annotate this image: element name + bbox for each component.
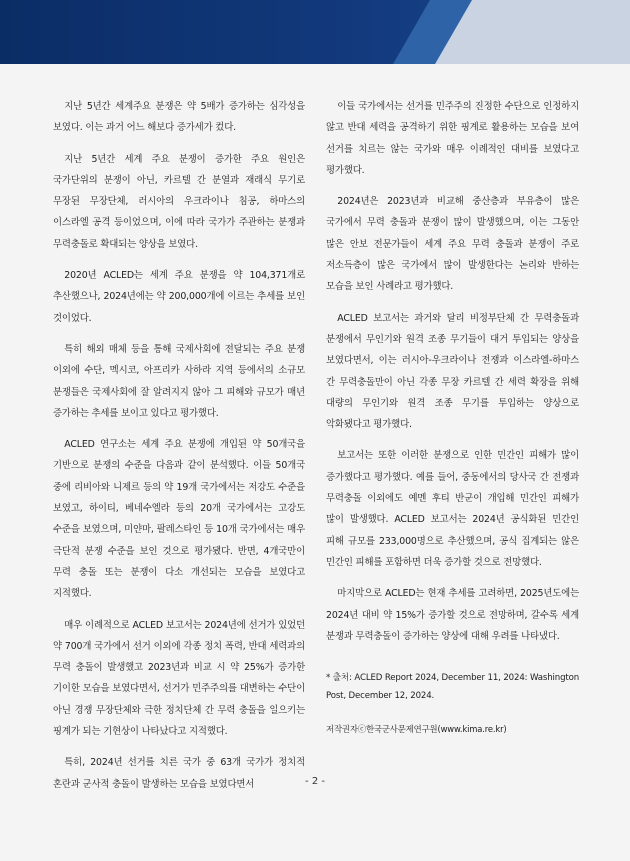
paragraph: 지난 5년간 세계주요 분쟁은 약 5배가 증가하는 심각성을 보였다. 이는 과거 어느 해보다 증가세가 컸다.: [53, 101, 305, 134]
paragraph: 지난 5년간 세계 주요 분쟁이 증가한 주요 원인은 국가단위의 분쟁이 아닌, 카르텔 간 분열과 재래식 무기로 무장된 무장단체, 러시아의 우크라이나 침공, 하마스의 이스라엘 공격 등이었으며, 이에 따라 국가가 주관하는 분쟁과 무력충돌로 확대되는 양상을 보였다.: [53, 153, 305, 250]
paragraph: ACLED 연구소는 세계 주요 분쟁에 개입된 약 50개국을 기반으로 분쟁의 수준을 다음과 같이 분석했다. 이들 50개국 중에 리비아와 니제르 등의 약 19개 국가에서는 저강도 수준을 보였고, 하이티, 베네수엘라 등의 20개 국가에서는 고강도 수준을 보였으며, 미얀마, 팔레스타인 등 10개 국가에서는 매우 극단적 분쟁 수준을 보인 것으로 평가됐다. 반면, 4개국만이 무력 충돌 또는 분쟁이 다소 개선되는 모습을 보였다고 지적했다.: [53, 439, 305, 600]
paragraph: 특히 해외 매체 등을 통해 국제사회에 전달되는 주요 분쟁 이외에 수단, 멕시코, 아프리카 사하라 지역 등에서의 소규모 분쟁들은 국제사회에 잘 알려지지 않아 그 피해와 규모가 매년 증가하는 추세를 보이고 있다고 평가했다.: [53, 343, 305, 419]
paragraph: ACLED 보고서는 과거와 달리 비정부단체 간 무력충돌과 분쟁에서 무인기와 원격 조종 무기들이 대거 투입되는 양상을 보였다면서, 이는 러시아-우크라이나 전쟁과 이스라엘-하마스 간 무력충돌만이 아닌 각종 무장 카르텔 간 세력 확장을 위해 대량의 무인기와 원격 조종 무기를 투입하는 양상으로 악화됐다고 평가했다.: [326, 312, 579, 431]
right-column: [326, 96, 579, 737]
header-band: [0, 0, 630, 64]
paragraph: 2024년은 2023년과 비교해 중산층과 부유층이 많은 국가에서 무력 충돌과 분쟁이 많이 발생했으며, 이는 그동안 많은 안보 전문가들이 세계 주요 무력 충돌과 분쟁이 주로 저소득층이 많은 국가에서 많이 발생한다는 논리와 반하는 모습을 보인 사례라고 평가했다.: [326, 196, 579, 293]
source-note: * 출처: ACLED Report 2024, December 11, 2024: Washington Post, December 12, 2024.: [326, 673, 579, 702]
paragraph: 보고서는 또한 이러한 분쟁으로 인한 민간인 피해가 많이 증가했다고 평가했다. 예를 들어, 중동에서의 당사국 간 전쟁과 무력충돌 이외에도 예멘 후티 반군이 개입해 민간인 피해가 많이 발생했다. ACLED 보고서는 2024년 공식화된 민간인 피해 규모를 233,000명으로 추산했으며, 공식 집계되는 않은 민간인 피해를 포함하면 더욱 증가할 것으로 전망했다.: [326, 450, 579, 568]
paragraph: 2020년 ACLED는 세계 주요 분쟁을 약 104,371개로 추산했으나, 2024년에는 약 200,000개에 이르는 추세를 보인 것이었다.: [53, 270, 305, 324]
paragraph: 매우 이례적으로 ACLED 보고서는 2024년에 선거가 있었던 약 700개 국가에서 선거 이외에 각종 정치 폭력, 반대 세력과의 무력 충돌이 발생했고 2023년과 비교 시 약 25%가 증가한 기이한 모습을 보였다면서, 선거가 민주주의를 대변하는 수단이 아닌 경쟁 무장단체와 극한 정치단체 간 무력 충돌을 일으키는 핑계가 되는 기현상이 나타났다고 지적했다.: [53, 619, 305, 738]
left-column: [53, 96, 305, 805]
paragraph: 이들 국가에서는 선거를 민주주의 진정한 수단으로 인정하지 않고 반대 세력을 공격하기 위한 핑계로 활용하는 모습을 보여 선거를 치르는 않는 국가와 매우 이례적인 대비를 보였다고 평가했다.: [326, 101, 579, 176]
paragraph: 마지막으로 ACLED는 현재 추세를 고려하면, 2025년도에는 2024년 대비 약 15%가 증가할 것으로 전망하며, 갈수록 세계 분쟁과 무력충돌이 증가하는 양상에 대해 우려를 나타냈다.: [326, 588, 579, 642]
paragraph: 특히, 2024년 선거를 치른 국가 중 63개 국가가 정치적 혼란과 군사적 충돌이 발생하는 모습을 보였다면서: [53, 757, 305, 790]
copyright-notice: 저작권자ⓒ한국군사문제연구원(www.kima.re.kr): [326, 724, 507, 735]
page-number: - 2 -: [305, 776, 325, 787]
